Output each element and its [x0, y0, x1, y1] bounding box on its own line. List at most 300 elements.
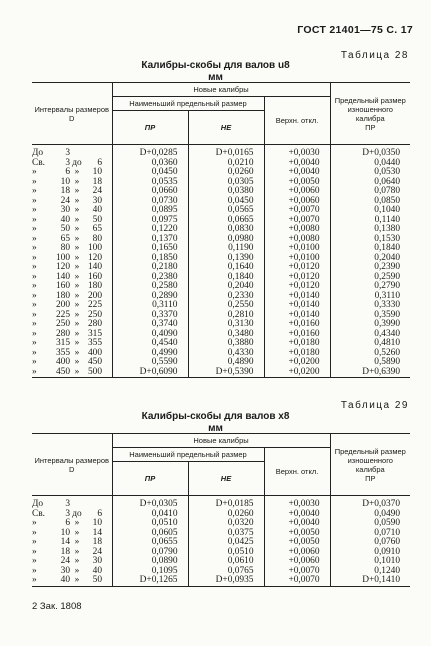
range-part-b: 24 — [60, 195, 70, 206]
range-part-d: 40 — [92, 205, 102, 215]
table2-title-line1: Калибры-скобы для валов x8 — [141, 411, 290, 422]
worn-cell: 0,4810 — [330, 339, 410, 349]
deviation-cell: +0,0040 — [264, 168, 330, 178]
worn-cell: 0,3590 — [330, 311, 410, 321]
upper-deviation-header: Верхн. откл. — [264, 448, 330, 496]
range-part-b: 50 — [60, 224, 70, 234]
deviation-cell: +0,0160 — [264, 320, 330, 330]
table-row — [32, 538, 410, 548]
worn-cell: D+0,0350 — [330, 145, 410, 159]
range-part-d: 24 — [92, 546, 102, 557]
pr-cell: 0,0535 — [112, 178, 188, 188]
table-row — [32, 197, 410, 207]
ne-cell: 0,1640 — [188, 263, 264, 273]
range-part-a: Св. — [32, 157, 46, 168]
range-part-c: » — [74, 214, 80, 225]
pr-cell: 0,0510 — [112, 519, 188, 529]
deviation-cell: +0,0160 — [264, 330, 330, 340]
ne-cell: 0,0565 — [188, 206, 264, 216]
ne-cell: D+0,0935 — [188, 576, 264, 586]
worn-cell: D+0,0370 — [330, 496, 410, 510]
range-part-a: » — [32, 565, 37, 576]
range-part-a: » — [32, 233, 37, 244]
range-part-c: » — [74, 347, 80, 358]
range-part-d: 400 — [87, 347, 102, 358]
deviation-cell: +0,0100 — [264, 244, 330, 254]
range-part-d: 160 — [87, 271, 102, 282]
ne-cell: 0,0980 — [188, 235, 264, 245]
table-row — [32, 145, 410, 159]
ne-cell: D+0,5390 — [188, 368, 264, 378]
ne-cell: D+0,0165 — [188, 145, 264, 159]
range-part-d: 120 — [87, 252, 102, 263]
range-part-a: » — [32, 224, 37, 234]
worn-cell: 0,3330 — [330, 301, 410, 311]
worn-cell: 0,0440 — [330, 159, 410, 169]
ne-cell: 0,0320 — [188, 519, 264, 529]
range-part-d: 280 — [87, 319, 102, 329]
range-part-a: » — [32, 309, 37, 320]
range-part-a: » — [32, 271, 37, 282]
range-part-c: » — [74, 319, 80, 329]
ne-cell: 0,0305 — [188, 178, 264, 188]
deviation-cell: +0,0120 — [264, 273, 330, 283]
range-part-a: » — [32, 243, 37, 253]
worn-cell: 0,2040 — [330, 254, 410, 264]
range-part-b: 3 — [65, 157, 70, 168]
table1-label: Таблица 28 — [340, 50, 409, 61]
range-part-a: Св. — [32, 508, 46, 519]
range-part-c: » — [74, 281, 80, 291]
range-part-c: » — [74, 195, 80, 206]
table-row — [32, 529, 410, 539]
range-part-b: 280 — [55, 328, 70, 339]
deviation-cell: +0,0140 — [264, 301, 330, 311]
worn-cell: 0,1380 — [330, 225, 410, 235]
pr-cell: 0,2580 — [112, 282, 188, 292]
range-part-c: » — [74, 233, 80, 244]
ne-cell: 0,0375 — [188, 529, 264, 539]
ne-cell: 0,3130 — [188, 320, 264, 330]
range-part-a: » — [32, 537, 37, 547]
table-row — [32, 168, 410, 178]
ne-cell: 0,0260 — [188, 510, 264, 520]
worn-cell: 0,1040 — [330, 206, 410, 216]
intervals-header: Интервалы размеров D — [32, 434, 112, 496]
ne-cell: 0,0425 — [188, 538, 264, 548]
range-part-c: » — [74, 565, 80, 576]
worn-cell: 0,3990 — [330, 320, 410, 330]
range-part-a: » — [32, 290, 37, 301]
range-part-c: » — [74, 546, 80, 557]
range-part-a: » — [32, 300, 37, 310]
range-part-a: » — [32, 527, 37, 538]
ne-cell: 0,1390 — [188, 254, 264, 264]
deviation-cell: +0,0060 — [264, 548, 330, 558]
range-part-c: » — [74, 271, 80, 282]
range-part-d: 40 — [92, 565, 102, 576]
range-part-d: 100 — [87, 243, 102, 253]
pr-cell: 0,1220 — [112, 225, 188, 235]
range-part-d: 140 — [87, 262, 102, 272]
pr-cell: D+0,0305 — [112, 496, 188, 510]
pr-cell: 0,1650 — [112, 244, 188, 254]
deviation-cell: +0,0050 — [264, 178, 330, 188]
pr-cell: 0,0410 — [112, 510, 188, 520]
range-part-a: » — [32, 347, 37, 358]
pr-cell: D+0,6090 — [112, 368, 188, 378]
ne-cell: 0,0665 — [188, 216, 264, 226]
worn-cell: 0,5890 — [330, 358, 410, 368]
range-part-b: 180 — [55, 290, 70, 301]
range-part-b: 10 — [60, 527, 70, 538]
table-row — [32, 187, 410, 197]
worn-cell: 0,0530 — [330, 168, 410, 178]
range-part-b: 18 — [60, 186, 70, 196]
range-part-d: 65 — [92, 224, 102, 234]
ne-header: НЕ — [188, 111, 264, 145]
deviation-cell: +0,0120 — [264, 263, 330, 273]
ne-cell: 0,2330 — [188, 292, 264, 302]
ne-cell: 0,0260 — [188, 168, 264, 178]
worn-cell: 0,5260 — [330, 349, 410, 359]
range-part-d: 18 — [92, 537, 102, 547]
table-row — [32, 510, 410, 520]
pr-cell: 0,0660 — [112, 187, 188, 197]
range-part-c: » — [74, 527, 80, 538]
deviation-cell: +0,0060 — [264, 187, 330, 197]
page-footer: 2 Зак. 1808 — [32, 601, 82, 612]
range-part-b: 30 — [60, 565, 70, 576]
range-part-d: 30 — [92, 195, 102, 206]
table-row — [32, 206, 410, 216]
deviation-cell: +0,0060 — [264, 557, 330, 567]
table2-title — [0, 411, 431, 435]
ne-cell: 0,2810 — [188, 311, 264, 321]
deviation-cell: +0,0050 — [264, 529, 330, 539]
range-part-c: » — [74, 328, 80, 339]
deviation-cell: +0,0080 — [264, 235, 330, 245]
range-part-d: 80 — [92, 233, 102, 244]
range-cell — [32, 368, 112, 378]
range-part-c: » — [74, 186, 80, 196]
ne-cell: D+0,0185 — [188, 496, 264, 510]
table1-title — [0, 60, 431, 84]
range-cell — [32, 496, 112, 510]
range-part-b: 120 — [55, 262, 70, 272]
pr-cell: 0,4990 — [112, 349, 188, 359]
range-part-c: » — [74, 537, 80, 547]
deviation-cell: +0,0060 — [264, 197, 330, 207]
ne-cell: 0,3480 — [188, 330, 264, 340]
new-gauges-header: Новые калибры — [112, 83, 330, 97]
pr-cell: D+0,0285 — [112, 145, 188, 159]
worn-cell: 0,1010 — [330, 557, 410, 567]
ne-cell: 0,0380 — [188, 187, 264, 197]
range-part-c: до — [72, 157, 82, 168]
table-28 — [32, 82, 410, 378]
range-part-b: 6 — [65, 518, 70, 528]
range-part-a: » — [32, 252, 37, 263]
pr-cell: 0,2380 — [112, 273, 188, 283]
range-part-b: 80 — [60, 243, 70, 253]
worn-cell: 0,0710 — [330, 529, 410, 539]
worn-cell: 0,2390 — [330, 263, 410, 273]
range-cell — [32, 576, 112, 586]
ne-cell: 0,0610 — [188, 557, 264, 567]
pr-cell: 0,1370 — [112, 235, 188, 245]
range-part-d: 18 — [92, 176, 102, 187]
smallest-size-header: Наименьший предельный размер — [112, 97, 264, 111]
ne-cell: 0,0450 — [188, 197, 264, 207]
table-row — [32, 216, 410, 226]
deviation-cell: +0,0180 — [264, 349, 330, 359]
range-part-b: 225 — [55, 309, 70, 320]
range-part-d: 500 — [87, 366, 102, 377]
deviation-cell: +0,0050 — [264, 538, 330, 548]
range-part-a: » — [32, 575, 37, 585]
range-part-a: » — [32, 195, 37, 206]
range-part-c: » — [74, 366, 80, 377]
range-part-c: » — [74, 243, 80, 253]
table2-title-unit: мм — [208, 423, 223, 434]
pr-cell: 0,0605 — [112, 529, 188, 539]
range-part-b: 200 — [55, 300, 70, 310]
worn-cell: 0,0760 — [330, 538, 410, 548]
range-part-b: 6 — [65, 167, 70, 177]
page-header: ГОСТ 21401—75 С. 17 — [297, 24, 413, 36]
range-part-d: 10 — [92, 518, 102, 528]
pr-cell: 0,1095 — [112, 567, 188, 577]
worn-cell: 0,0910 — [330, 548, 410, 558]
range-part-b: 400 — [55, 357, 70, 367]
deviation-cell: +0,0180 — [264, 339, 330, 349]
pr-cell: 0,3110 — [112, 301, 188, 311]
smallest-size-header: Наименьший предельный размер — [112, 448, 264, 462]
upper-deviation-header: Верхн. откл. — [264, 97, 330, 145]
pr-header: ПР — [112, 462, 188, 496]
ne-header: НЕ — [188, 462, 264, 496]
range-part-b: 65 — [60, 233, 70, 244]
worn-cell: D+0,1410 — [330, 576, 410, 586]
pr-cell: 0,2890 — [112, 292, 188, 302]
ne-cell: 0,0765 — [188, 567, 264, 577]
table-row — [32, 548, 410, 558]
range-part-b: 315 — [55, 338, 70, 348]
range-part-b: 40 — [60, 575, 70, 585]
deviation-cell: +0,0040 — [264, 159, 330, 169]
pr-cell: 0,0730 — [112, 197, 188, 207]
range-part-d: 250 — [87, 309, 102, 320]
ne-cell: 0,0830 — [188, 225, 264, 235]
ne-cell: 0,0510 — [188, 548, 264, 558]
worn-gauge-header: Предельный размер изношенного калибра ПР — [330, 434, 410, 496]
worn-cell: 0,0850 — [330, 197, 410, 207]
intervals-header: Интервалы размеров D — [32, 83, 112, 145]
pr-cell: 0,1850 — [112, 254, 188, 264]
range-part-c: » — [74, 167, 80, 177]
range-part-a: » — [32, 281, 37, 291]
deviation-cell: +0,0140 — [264, 311, 330, 321]
range-part-c: » — [74, 338, 80, 348]
range-part-c: » — [74, 252, 80, 263]
deviation-cell: +0,0070 — [264, 576, 330, 586]
range-part-b: 14 — [60, 537, 70, 547]
range-part-b: 18 — [60, 546, 70, 557]
range-part-a: » — [32, 518, 37, 528]
range-part-b: 355 — [55, 347, 70, 358]
range-part-b: 24 — [60, 556, 70, 566]
table-row — [32, 159, 410, 169]
range-part-a: » — [32, 546, 37, 557]
worn-cell: 0,3110 — [330, 292, 410, 302]
range-part-d: 225 — [87, 300, 102, 310]
range-part-a: » — [32, 186, 37, 196]
table-row — [32, 496, 410, 510]
ne-cell: 0,1190 — [188, 244, 264, 254]
worn-cell: D+0,6390 — [330, 368, 410, 378]
table-28-body — [32, 145, 410, 378]
deviation-cell: +0,0200 — [264, 368, 330, 378]
pr-cell: D+0,1265 — [112, 576, 188, 586]
range-part-a: » — [32, 176, 37, 187]
range-part-d: 355 — [87, 338, 102, 348]
range-part-c: » — [74, 205, 80, 215]
range-part-d: 50 — [92, 575, 102, 585]
range-part-d: 24 — [92, 186, 102, 196]
pr-cell: 0,4540 — [112, 339, 188, 349]
range-part-c: » — [74, 224, 80, 234]
deviation-cell: +0,0120 — [264, 282, 330, 292]
range-part-d: 450 — [87, 357, 102, 367]
range-part-a: » — [32, 556, 37, 566]
worn-cell: 0,0640 — [330, 178, 410, 188]
range-part-c: » — [74, 309, 80, 320]
deviation-cell: +0,0030 — [264, 145, 330, 159]
worn-cell: 0,4340 — [330, 330, 410, 340]
range-part-b: 30 — [60, 205, 70, 215]
range-part-c: » — [74, 556, 80, 566]
range-part-b: 10 — [60, 176, 70, 187]
deviation-cell: +0,0080 — [264, 225, 330, 235]
table1-title-line1: Калибры-скобы для валов u8 — [141, 60, 290, 71]
range-part-b: 140 — [55, 271, 70, 282]
table-row — [32, 225, 410, 235]
pr-cell: 0,3740 — [112, 320, 188, 330]
range-part-b: 250 — [55, 319, 70, 329]
table-row — [32, 368, 410, 378]
range-part-a: » — [32, 328, 37, 339]
range-part-a: » — [32, 214, 37, 225]
range-part-d: 10 — [92, 167, 102, 177]
deviation-cell: +0,0070 — [264, 567, 330, 577]
range-part-c: » — [74, 357, 80, 367]
range-part-c: » — [74, 575, 80, 585]
range-part-a: » — [32, 366, 37, 377]
deviation-cell: +0,0140 — [264, 292, 330, 302]
range-part-d: 50 — [92, 214, 102, 225]
worn-cell: 0,1840 — [330, 244, 410, 254]
pr-header: ПР — [112, 111, 188, 145]
worn-cell: 0,2590 — [330, 273, 410, 283]
range-part-c: » — [74, 300, 80, 310]
pr-cell: 0,0360 — [112, 159, 188, 169]
ne-cell: 0,2550 — [188, 301, 264, 311]
table1-title-unit: мм — [208, 72, 223, 83]
table-row — [32, 178, 410, 188]
deviation-cell: +0,0040 — [264, 510, 330, 520]
range-part-b: 100 — [55, 252, 70, 263]
range-part-d: 200 — [87, 290, 102, 301]
pr-cell: 0,3370 — [112, 311, 188, 321]
range-part-c: до — [72, 508, 82, 519]
table-29 — [32, 433, 410, 587]
deviation-cell: +0,0070 — [264, 216, 330, 226]
worn-cell: 0,0490 — [330, 510, 410, 520]
range-part-d: 14 — [92, 527, 102, 538]
range-part-c: » — [74, 262, 80, 272]
range-part-a: » — [32, 262, 37, 272]
table2-label: Таблица 29 — [340, 400, 409, 411]
range-part-b: 40 — [60, 214, 70, 225]
pr-cell: 0,0890 — [112, 557, 188, 567]
pr-cell: 0,0895 — [112, 206, 188, 216]
pr-cell: 0,5590 — [112, 358, 188, 368]
deviation-cell: +0,0040 — [264, 519, 330, 529]
range-part-d: 6 — [97, 508, 102, 519]
ne-cell: 0,2040 — [188, 282, 264, 292]
table-row — [32, 557, 410, 567]
ne-cell: 0,4330 — [188, 349, 264, 359]
pr-cell: 0,2180 — [112, 263, 188, 273]
pr-cell: 0,0975 — [112, 216, 188, 226]
range-part-d: 6 — [97, 157, 102, 168]
range-part-a: » — [32, 319, 37, 329]
range-part-a: » — [32, 205, 37, 215]
deviation-cell: +0,0100 — [264, 254, 330, 264]
deviation-cell: +0,0030 — [264, 496, 330, 510]
range-part-b: 450 — [55, 366, 70, 377]
range-cell — [32, 145, 112, 159]
range-part-a: До — [32, 148, 44, 158]
range-part-b: 3 — [65, 148, 70, 158]
range-part-c: » — [74, 518, 80, 528]
range-part-a: » — [32, 357, 37, 367]
range-part-a: » — [32, 167, 37, 177]
range-part-b: 3 — [65, 499, 70, 509]
pr-cell: 0,0790 — [112, 548, 188, 558]
worn-cell: 0,2790 — [330, 282, 410, 292]
pr-cell: 0,0655 — [112, 538, 188, 548]
deviation-cell: +0,0200 — [264, 358, 330, 368]
pr-cell: 0,4090 — [112, 330, 188, 340]
ne-cell: 0,0210 — [188, 159, 264, 169]
table-29-body — [32, 496, 410, 587]
ne-cell: 0,3880 — [188, 339, 264, 349]
range-part-d: 30 — [92, 556, 102, 566]
range-part-b: 3 — [65, 508, 70, 519]
new-gauges-header: Новые калибры — [112, 434, 330, 448]
range-part-d: 180 — [87, 281, 102, 291]
ne-cell: 0,1840 — [188, 273, 264, 283]
pr-cell: 0,0450 — [112, 168, 188, 178]
table-row — [32, 519, 410, 529]
worn-cell: 0,1240 — [330, 567, 410, 577]
deviation-cell: +0,0070 — [264, 206, 330, 216]
range-part-d: 315 — [87, 328, 102, 339]
ne-cell: 0,4890 — [188, 358, 264, 368]
table-row — [32, 576, 410, 586]
